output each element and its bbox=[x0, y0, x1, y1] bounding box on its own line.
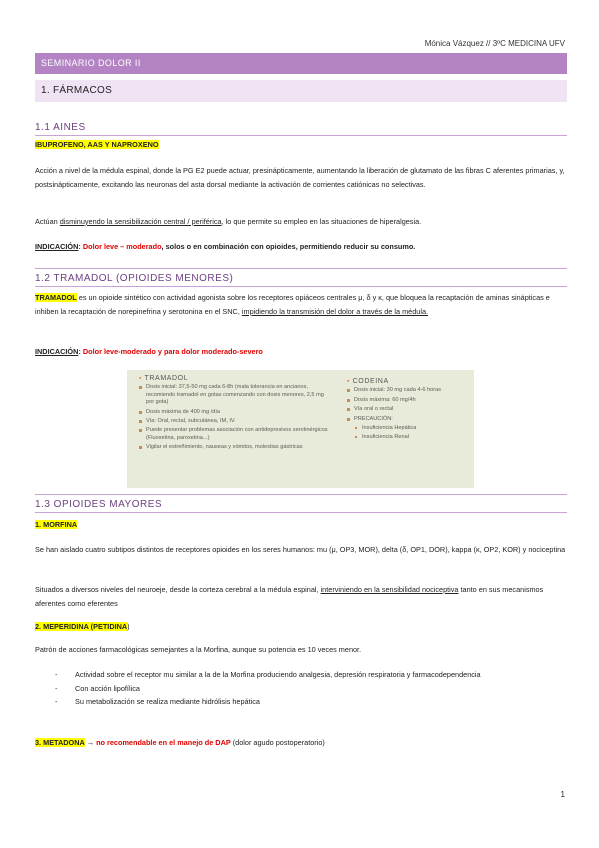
tramadol-dose-item: Vía: Oral, rectal, subcutánea, IM, IV. bbox=[139, 418, 329, 425]
metadona-line: 3. METADONA → no recomendable en el manejo de DAP (dolor agudo postoperatorio) bbox=[35, 738, 325, 747]
codeina-dose-item: Dosis máxima: 60 mg/4h bbox=[347, 397, 467, 404]
tramadol-dose-item: Dosis máxima de 400 mg /día bbox=[139, 409, 329, 416]
meperidina-heading: 2. MEPERIDINA (PETIDINA) bbox=[35, 622, 130, 631]
meperidina-paragraph: Patrón de acciones farmacológicas semejantes a la Morfina, aunque su potencia es 10 veces menor. bbox=[35, 645, 362, 654]
seminar-banner bbox=[35, 53, 567, 74]
tramadol-heading: 1.2 TRAMADOL (OPIOIDES MENORES) bbox=[35, 273, 234, 284]
morfina-paragraph-1: Se han aislado cuatro subtipos distintos de receptores opioides en los seres humanos: mu (μ, OP3, MOR), delta (δ, OP1, DOR), kappa (κ, OP2, KOR) y nociceptina bbox=[35, 545, 566, 554]
list-item: - Con acción lipofílica bbox=[55, 683, 140, 693]
aines-rule bbox=[35, 135, 567, 136]
seminar-title: SEMINARIO DOLOR II bbox=[41, 58, 141, 68]
list-item: - Actividad sobre el receptor mu similar a la de la Morfina produciendo analgesia, depresión respiratoria y farmacodependencia bbox=[55, 670, 481, 679]
codeina-column-title: ▪ CODEINA bbox=[347, 378, 389, 385]
aines-indication: INDICACIÓN: Dolor leve – moderado, solos o en combinación con opioides, permitiendo reducir su consumo. bbox=[35, 242, 416, 251]
section-bar bbox=[35, 80, 567, 102]
aines-heading: 1.1 AINES bbox=[35, 122, 86, 133]
tramadol-paragraph: TRAMADOL es un opioide sintético con actividad agonista sobre los receptores opiáceos centrales μ, δ y κ, que bloquea la recaptación de aminas sinápticas e inhiben la recaptación de norepinefrina y serotonina en el SNC, impidiendo la transmisión del dolor a través de la médula. bbox=[35, 293, 550, 316]
page-number: 1 bbox=[560, 790, 565, 799]
header-author: Mónica Vázquez // 3ºC MEDICINA UFV bbox=[424, 39, 565, 48]
codeina-dose-item: PRECAUCIÓN: bbox=[347, 416, 467, 423]
codeina-dose-item: Vía oral o rectal bbox=[347, 406, 467, 413]
aines-paragraph-2: Actúan disminuyendo la sensibilización central / periférica, lo que permite su empleo en las situaciones de hiperalgesia. bbox=[35, 217, 422, 226]
aines-paragraph-1: Acción a nivel de la médula espinal, donde la PG E2 puede actuar, presinápticamente, aumentando la liberación de glutamato de las fibras C aferentes primarias, y, postsinápticamente, excitando las neuronas del asta dorsal mediante la activación de corrientes catiónicas no selectivas. bbox=[35, 166, 565, 189]
tramadol-indication: INDICACIÓN: Dolor leve-moderado y para dolor moderado-severo bbox=[35, 347, 263, 356]
section-title: 1. FÁRMACOS bbox=[41, 85, 113, 96]
mayores-rule bbox=[35, 512, 567, 513]
morfina-heading: 1. MORFINA bbox=[35, 520, 78, 529]
morfina-paragraph-2: Situados a diversos niveles del neuroeje, desde la corteza cerebral a la médula espinal, interviniendo en la sensibilidad nociceptiva tanto en sus mecanismos aferentes como eferentes bbox=[35, 585, 544, 608]
tramadol-column-title: ▪ TRAMADOL bbox=[139, 375, 189, 382]
meperidina-bullet-list bbox=[55, 668, 555, 709]
dosage-table-image bbox=[127, 370, 474, 488]
tramadol-dose-item: Vigilar el estreñimiento, nauseas y vómitos, molestias gástricas bbox=[139, 444, 329, 451]
codeina-precaution-item: Insuficiencia Renal bbox=[355, 434, 467, 441]
tramadol-dose-item: Dosis inicial: 37,5-50 mg cada 6-8h (mala tolerancia en ancianos, recomiendo tramadol en gotas comenzando con dosis menores, 2,5 mg por gota) bbox=[139, 384, 329, 406]
aines-drugs: IBUPROFENO, AAS Y NAPROXENO bbox=[35, 140, 159, 149]
mayores-top-rule bbox=[35, 494, 567, 495]
list-item: - Su metabolización se realiza mediante hidrólisis hepática bbox=[55, 697, 260, 706]
tramadol-dose-item: Puede presentar problemas asociación con antidepresivos serotinérgicos (Fluoxetina, paroxetina...) bbox=[139, 427, 329, 442]
arrow-icon: → bbox=[84, 738, 97, 747]
codeina-precaution-item: Insuficiencia Hepática bbox=[355, 425, 467, 432]
tramadol-rule bbox=[35, 286, 567, 287]
codeina-dose-item: Dosis inicial: 30 mg cada 4-6 horas bbox=[347, 387, 467, 394]
mayores-heading: 1.3 OPIOIDES MAYORES bbox=[35, 499, 163, 510]
tramadol-top-rule bbox=[35, 268, 567, 269]
codeina-column bbox=[347, 378, 467, 444]
tramadol-column bbox=[139, 375, 329, 454]
